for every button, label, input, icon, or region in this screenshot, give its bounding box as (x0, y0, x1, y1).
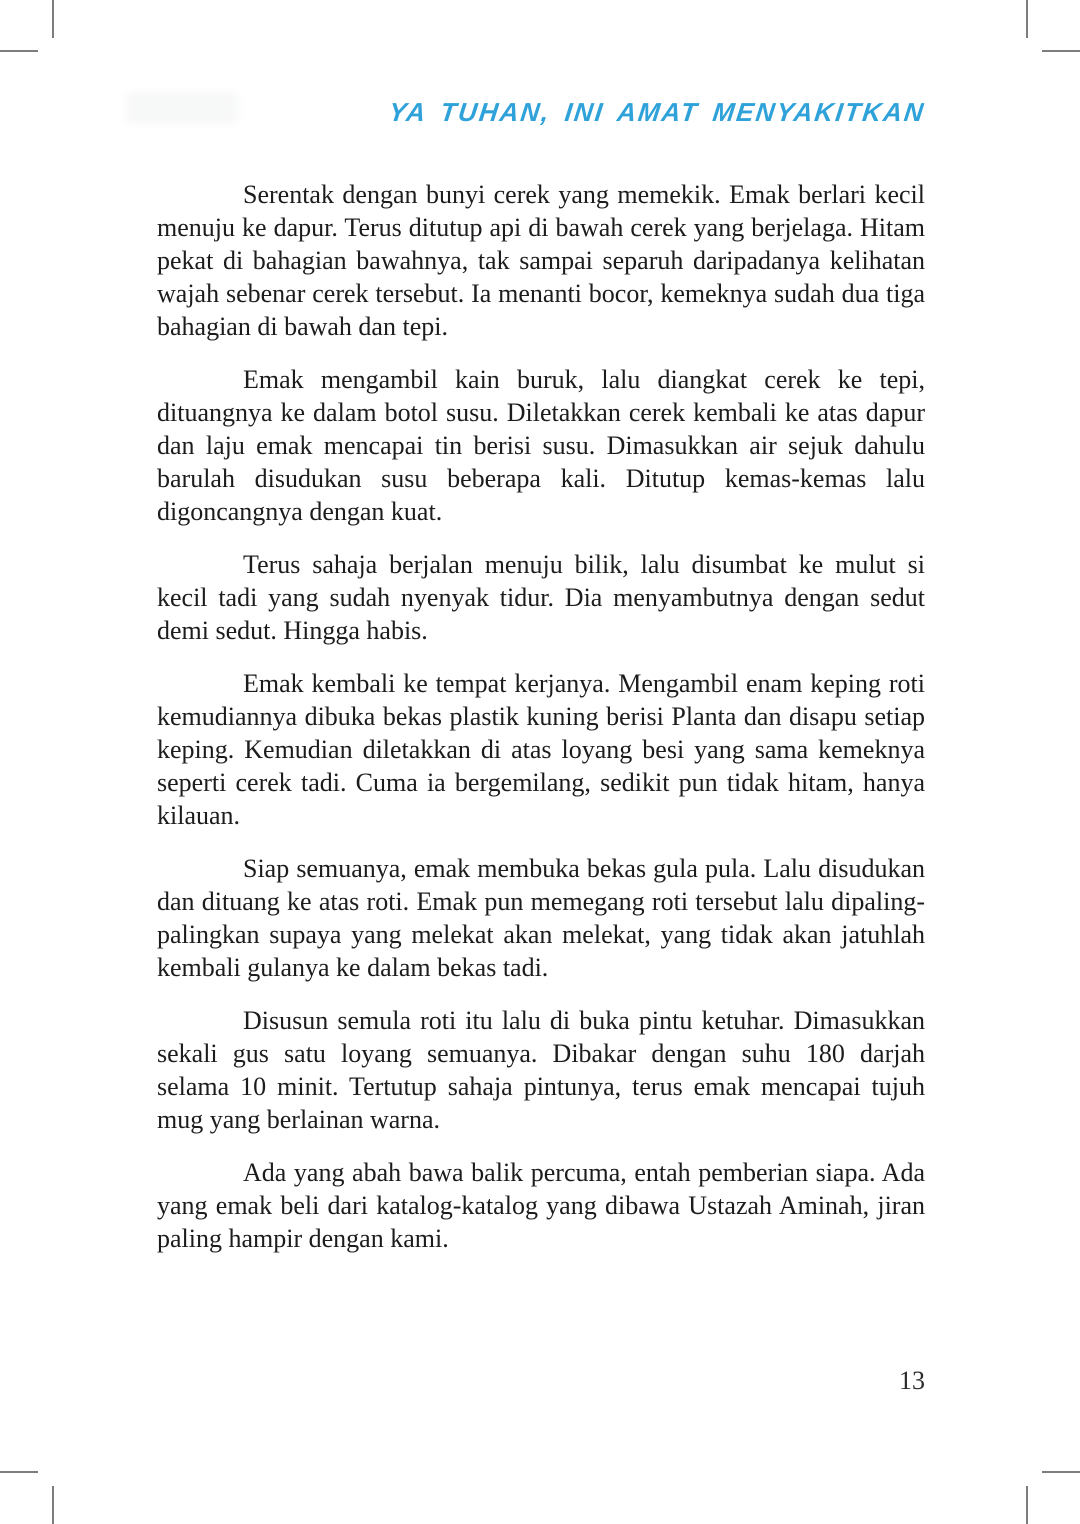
crop-mark-top-right-vertical (1026, 0, 1028, 38)
body-paragraph: Disusun semula roti itu lalu di buka pintu ketuhar. Dimasukkan sekali gus satu loyang semuanya. Dibakar dengan suhu 180 darjah selama 10 minit. Tertutup sahaja pintunya, terus emak mencapai tujuh mug yang berlainan warna. (157, 1006, 925, 1134)
page-number: 13 (899, 1366, 925, 1395)
body-paragraph: Emak mengambil kain buruk, lalu diangkat cerek ke tepi, dituangnya ke dalam botol susu. Diletakkan cerek kembali ke atas dapur dan laju emak mencapai tin berisi susu. Dimasukkan air sejuk dahulu barulah disudukan susu beberapa kali. Ditutup kemas-kemas lalu digoncangnya dengan kuat. (157, 365, 925, 526)
body-paragraph: Siap semuanya, emak membuka bekas gula pula. Lalu disudukan dan dituang ke atas roti. Emak pun memegang roti tersebut lalu dipaling-palingkan supaya yang melekat akan melekat, yang tidak akan jatuhlah kembali gulanya ke dalam bekas tadi. (157, 854, 925, 982)
body-paragraph: Ada yang abah bawa balik percuma, entah pemberian siapa. Ada yang emak beli dari katalog-katalog yang dibawa Ustazah Aminah, jiran paling hampir dengan kami. (157, 1158, 925, 1253)
crop-mark-top-left-horizontal (0, 50, 38, 52)
body-paragraph: Emak kembali ke tempat kerjanya. Mengambil enam keping roti kemudiannya dibuka bekas plastik kuning berisi Planta dan disapu setiap keping. Kemudian diletakkan di atas loyang besi yang sama kemeknya seperti cerek tadi. Cuma ia bergemilang, sedikit pun tidak hitam, hanya kilauan. (157, 669, 925, 830)
crop-mark-bottom-right-vertical (1026, 1486, 1028, 1524)
body-paragraph: Terus sahaja berjalan menuju bilik, lalu disumbat ke mulut si kecil tadi yang sudah nyenyak tidur. Dia menyambutnya dengan sedut demi sedut. Hingga habis. (157, 550, 925, 645)
crop-mark-bottom-right-horizontal (1042, 1471, 1080, 1473)
crop-mark-bottom-left-horizontal (0, 1471, 38, 1473)
body-text-block (157, 178, 925, 1275)
body-paragraph: Serentak dengan bunyi cerek yang memekik. Emak berlari kecil menuju ke dapur. Terus ditutup api di bawah cerek yang berjelaga. Hitam pekat di bahagian bawahnya, tak sampai separuh daripadanya kelihatan wajah sebenar cerek tersebut. Ia menanti bocor, kemeknya sudah dua tiga bahagian di bawah dan tepi. (157, 180, 925, 341)
crop-mark-top-right-horizontal (1042, 50, 1080, 52)
chapter-title: YA TUHAN, INI AMAT MENYAKITKAN (387, 97, 927, 127)
crop-mark-top-left-vertical (52, 0, 54, 38)
crop-mark-bottom-left-vertical (52, 1486, 54, 1524)
